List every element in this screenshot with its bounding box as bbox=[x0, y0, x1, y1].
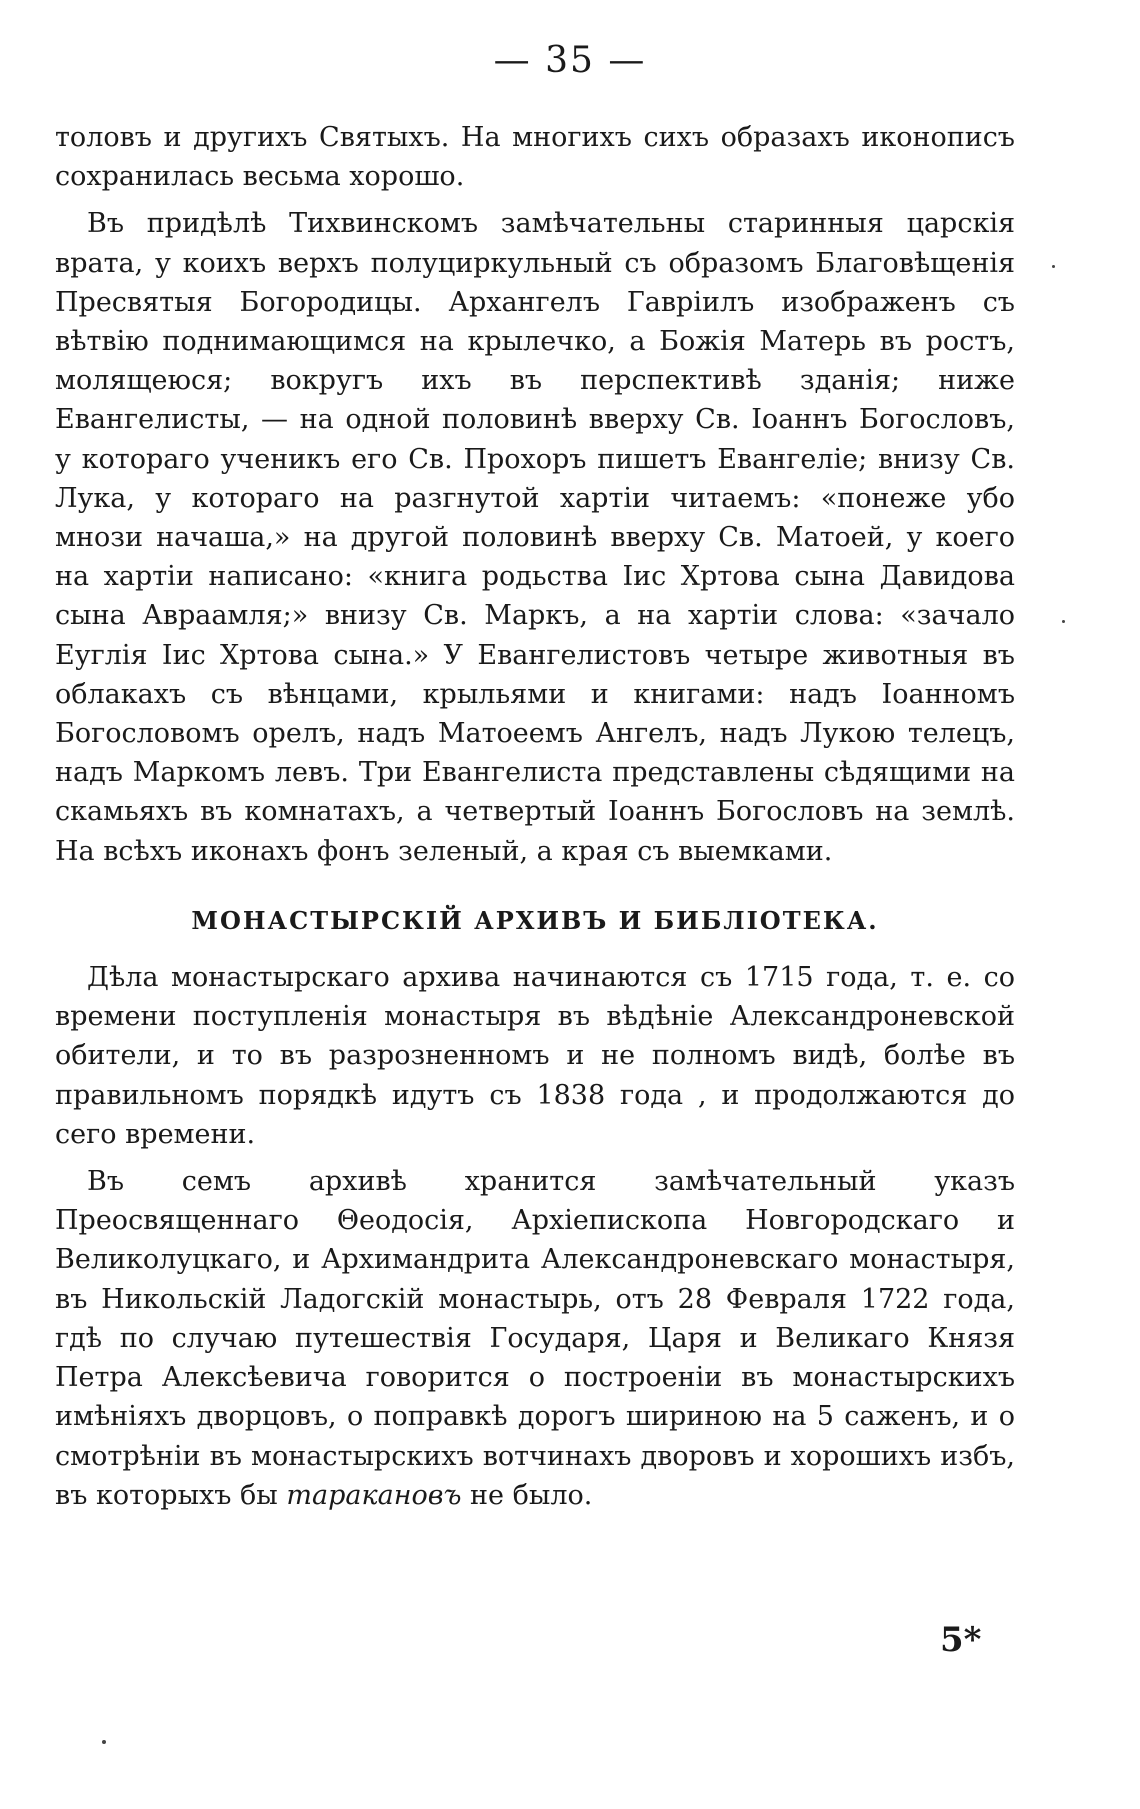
paragraph-tikhvin-chapel: Въ придѣлѣ Тихвинскомъ замѣчательны старинныя царскія врата, у коихъ верхъ полуциркульный съ образомъ Благовѣщенія Пресвятыя Богородицы. Архангелъ Гавріилъ изображенъ съ вѣтвію поднимающимся на крылечко, а Божія Матерь въ ростъ, молящеюся; вокругъ ихъ въ перспективѣ зданія; ниже Евангелисты, — на одной половинѣ вверху Св. Іоаннъ Богословъ, у котораго ученикъ его Св. Прохоръ пишетъ Евангеліе; внизу Св. Лука, у котораго на разгнутой хартіи читаемъ: «понеже убо мнози начаша,» на другой половинѣ вверху Св. Матоей, у коего на хартіи написано: «книга родьства Іис Хртова сына Давидова сына Авраамля;» внизу Св. Маркъ, а на хартіи слова: «зачало Еуглія Іис Хртова сына.» У Евангелистовъ четыре животныя въ облакахъ съ вѣнцами, крыльями и книгами: надъ Іоанномъ Богословомъ орелъ, надъ Матоеемъ Ангелъ, надъ Лукою телецъ, надъ Маркомъ левъ. Три Евангелиста представлены сѣдящими на скамьяхъ въ комнатахъ, а четвертый Іоаннъ Богословъ на землѣ. На всѣхъ иконахъ фонъ зеленый, а края съ выемками. bbox=[55, 208, 1015, 867]
paragraph-decree bbox=[55, 1162, 1015, 1515]
print-speck bbox=[1062, 620, 1065, 623]
signature-mark: 5* bbox=[940, 1620, 982, 1660]
closing-text: не было. bbox=[470, 1479, 593, 1511]
paragraph-continuation: толовъ и другихъ Святыхъ. На многихъ сихъ образахъ иконописъ сохранилась весьма хорошо. bbox=[55, 122, 1015, 193]
section-heading: МОНАСТЫРСКІЙ АРХИВЪ И БИБЛІОТЕКА. bbox=[191, 905, 879, 935]
italic-word: таракановъ bbox=[286, 1479, 462, 1511]
paragraph-decree-text: Въ семъ архивѣ хранится замѣчательный указъ Преосвященнаго Θеодосія, Архіепископа Новгородскаго и Великолуцкаго, и Архимандрита Александроневскаго монастыря, въ Никольскій Ладогскій монастырь, отъ 28 Февраля 1722 года, гдѣ по случаю путешествія Государя, Царя и Великаго Князя Петра Алексѣевича говорится о построеніи въ монастырскихъ имѣніяхъ дворцовъ, о поправкѣ дорогъ шириною на 5 саженъ, и о смотрѣніи въ монастырскихъ вотчинахъ дворовъ и хорошихъ избъ, въ которыхъ бы bbox=[55, 1166, 1015, 1511]
page-body bbox=[55, 118, 1015, 1515]
print-speck bbox=[102, 1740, 106, 1744]
print-speck bbox=[1052, 265, 1055, 268]
paragraph-archive-dates: Дѣла монастырскаго архива начинаются съ 1715 года, т. е. со времени поступленія монастыря въ вѣдѣніе Александроневской обители, и то въ разрозненномъ и не полномъ видѣ, болѣе въ правильномъ порядкѣ идутъ съ 1838 года , и продолжаются до сего времени. bbox=[55, 962, 1015, 1150]
page-number: — 35 — bbox=[493, 40, 647, 81]
